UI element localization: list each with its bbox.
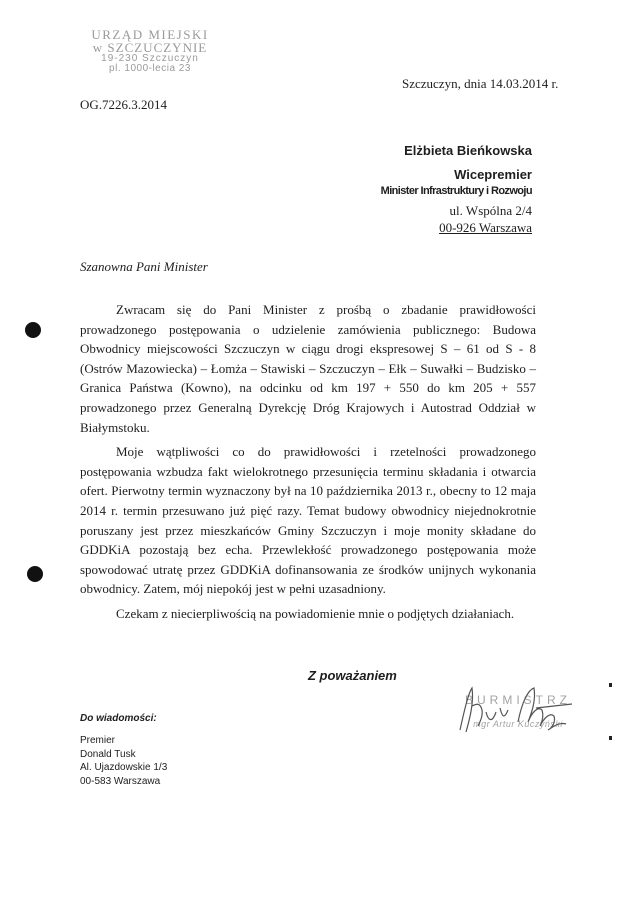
mayor-stamp-title: BURMISTRZ bbox=[465, 693, 571, 707]
closing-phrase: Z poważaniem bbox=[308, 668, 397, 683]
handwritten-signature bbox=[452, 682, 582, 738]
scan-mark bbox=[609, 683, 612, 687]
recipient-name: Elżbieta Bieńkowska bbox=[404, 143, 532, 158]
place-and-date: Szczuczyn, dnia 14.03.2014 r. bbox=[402, 76, 559, 91]
mayor-stamp-name: mgr Artur Kuczyński bbox=[473, 719, 563, 729]
salutation: Szanowna Pani Minister bbox=[80, 259, 208, 274]
stamp-line-office: URZĄD MIEJSKI bbox=[91, 27, 209, 42]
cc-line-street: Al. Ujazdowskie 1/3 bbox=[80, 762, 168, 773]
recipient-street: ul. Wspólna 2/4 bbox=[449, 203, 532, 218]
paragraph-concerns: Moje wątpliwości co do prawidłowości i rzetelności prowadzonego postępowania wzbudza fakt wielokrotnego przesunięcia terminu składania i otwarcia ofert. Pierwotny termin wyznaczony był na 10 października 2013 r., obecny to 12 maja 2014 r. termin przesuwano już pięć razy. Temat budowy obwodnicy niejednokrotnie poruszany jest przez mieszkańców Gminy Szczuczyn i moje monity składane do GDDKiA pozostają bez echa. Przewlekłość prowadzonego postępowania może spowodować utratę przez GDDKiA dofinansowania ze środków unijnych wykonania obwodnicy. Zatem, mój niepokój jest w pełni uzasadniony. bbox=[80, 444, 536, 597]
stamp-line-postcode: 19-230 Szczuczyn bbox=[101, 53, 199, 64]
paragraph-closing-request: Czekam z niecierpliwością na powiadomienie mnie o podjętych działaniach. bbox=[116, 605, 515, 621]
office-stamp bbox=[80, 28, 220, 74]
cc-line-name: Donald Tusk bbox=[80, 748, 136, 760]
cc-line-role: Premier bbox=[80, 735, 116, 746]
recipient-title: Wicepremier bbox=[454, 167, 532, 182]
stamp-line-address: pl. 1000-lecia 23 bbox=[109, 63, 191, 74]
cc-heading: Do wiadomości: bbox=[80, 713, 157, 724]
cc-line-city: 00-583 Warszawa bbox=[80, 775, 161, 787]
punch-hole-bottom bbox=[27, 566, 43, 582]
scan-mark bbox=[609, 736, 612, 740]
punch-hole-top bbox=[25, 322, 41, 338]
letter-body bbox=[80, 300, 536, 629]
paragraph-request: Zwracam się do Pani Minister z prośbą o zbadanie prawidłowości prowadzonego postępowania o udzielenie zamówienia publicznego: Budowa Obwodnicy miejscowości Szczuczyn w ciągu drogi ekspresowej S – 61 od S - 8 (Ostrów Mazowiecka) – Łomża – Stawiski – Szczuczyn – Ełk – Suwałki – Budzisko – Granica Państwa (Kowno), na odcinku od km 197 + 550 do km 205 + 557 prowadzonego przez Generalną Dyrekcję Dróg Krajowych i Autostrad Oddział w Białymstoku. bbox=[80, 302, 536, 435]
recipient-city: 00-926 Warszawa bbox=[439, 220, 532, 235]
reference-number: OG.7226.3.2014 bbox=[80, 97, 168, 112]
cc-address bbox=[80, 734, 167, 788]
stamp-line-town: w SZCZUCZYNIE bbox=[92, 40, 208, 55]
recipient-ministry: Minister Infrastruktury i Rozwoju bbox=[380, 185, 532, 197]
